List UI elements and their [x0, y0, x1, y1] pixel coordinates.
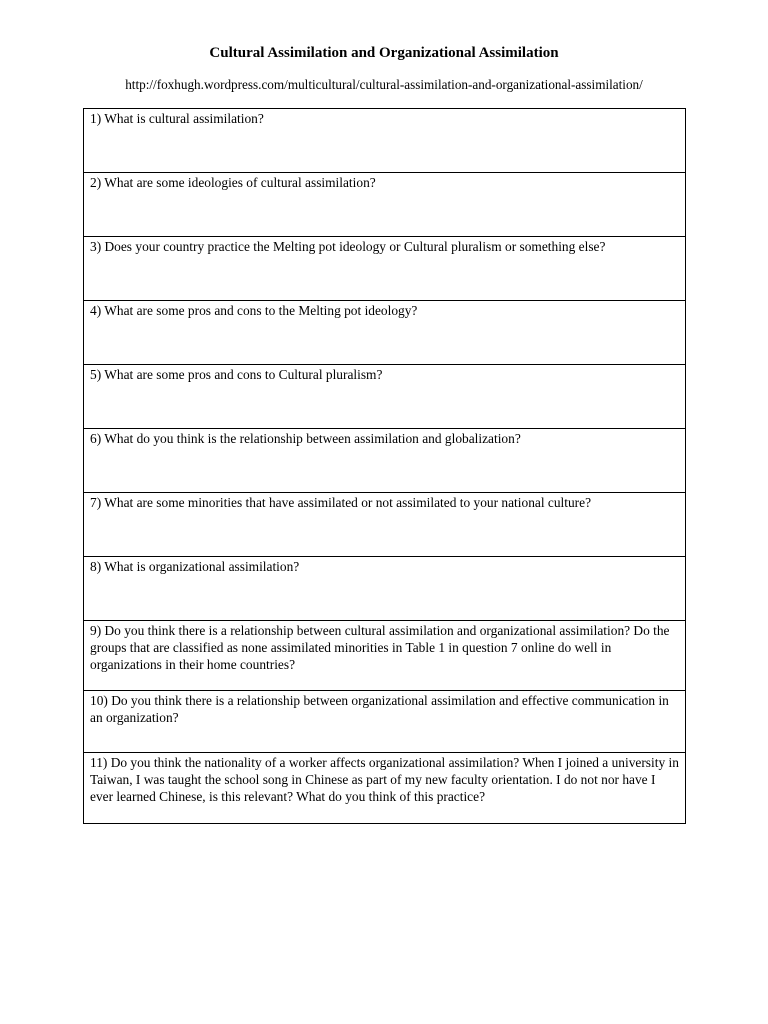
question-row [84, 237, 686, 301]
question-cell: 2) What are some ideologies of cultural assimilation? [84, 173, 686, 237]
question-cell: 11) Do you think the nationality of a worker affects organizational assimilation? When I joined a university in Taiwan, I was taught the school song in Chinese as part of my new faculty orientation. I do not nor have I ever learned Chinese, is this relevant? What do you think of this practice? [84, 753, 686, 824]
question-row [84, 557, 686, 621]
question-cell: 1) What is cultural assimilation? [84, 109, 686, 173]
question-row [84, 301, 686, 365]
source-url: http://foxhugh.wordpress.com/multicultural/cultural-assimilation-and-organizational-assimilation/ [125, 77, 643, 92]
question-cell: 4) What are some pros and cons to the Melting pot ideology? [84, 301, 686, 365]
question-row [84, 753, 686, 824]
question-cell: 8) What is organizational assimilation? [84, 557, 686, 621]
question-row [84, 621, 686, 691]
question-row [84, 691, 686, 753]
question-cell: 7) What are some minorities that have assimilated or not assimilated to your national culture? [84, 493, 686, 557]
question-cell: 5) What are some pros and cons to Cultural pluralism? [84, 365, 686, 429]
question-row [84, 493, 686, 557]
question-row [84, 173, 686, 237]
question-cell: 3) Does your country practice the Melting pot ideology or Cultural pluralism or something else? [84, 237, 686, 301]
question-row [84, 109, 686, 173]
question-cell: 10) Do you think there is a relationship between organizational assimilation and effective communication in an organization? [84, 691, 686, 753]
question-cell: 9) Do you think there is a relationship between cultural assimilation and organizational assimilation? Do the groups that are classified as none assimilated minorities in Table 1 in question 7 online do well in organizations in their home countries? [84, 621, 686, 691]
question-table [83, 108, 686, 824]
question-cell: 6) What do you think is the relationship between assimilation and globalization? [84, 429, 686, 493]
question-row [84, 429, 686, 493]
question-row [84, 365, 686, 429]
document-title: Cultural Assimilation and Organizational Assimilation [209, 45, 559, 61]
